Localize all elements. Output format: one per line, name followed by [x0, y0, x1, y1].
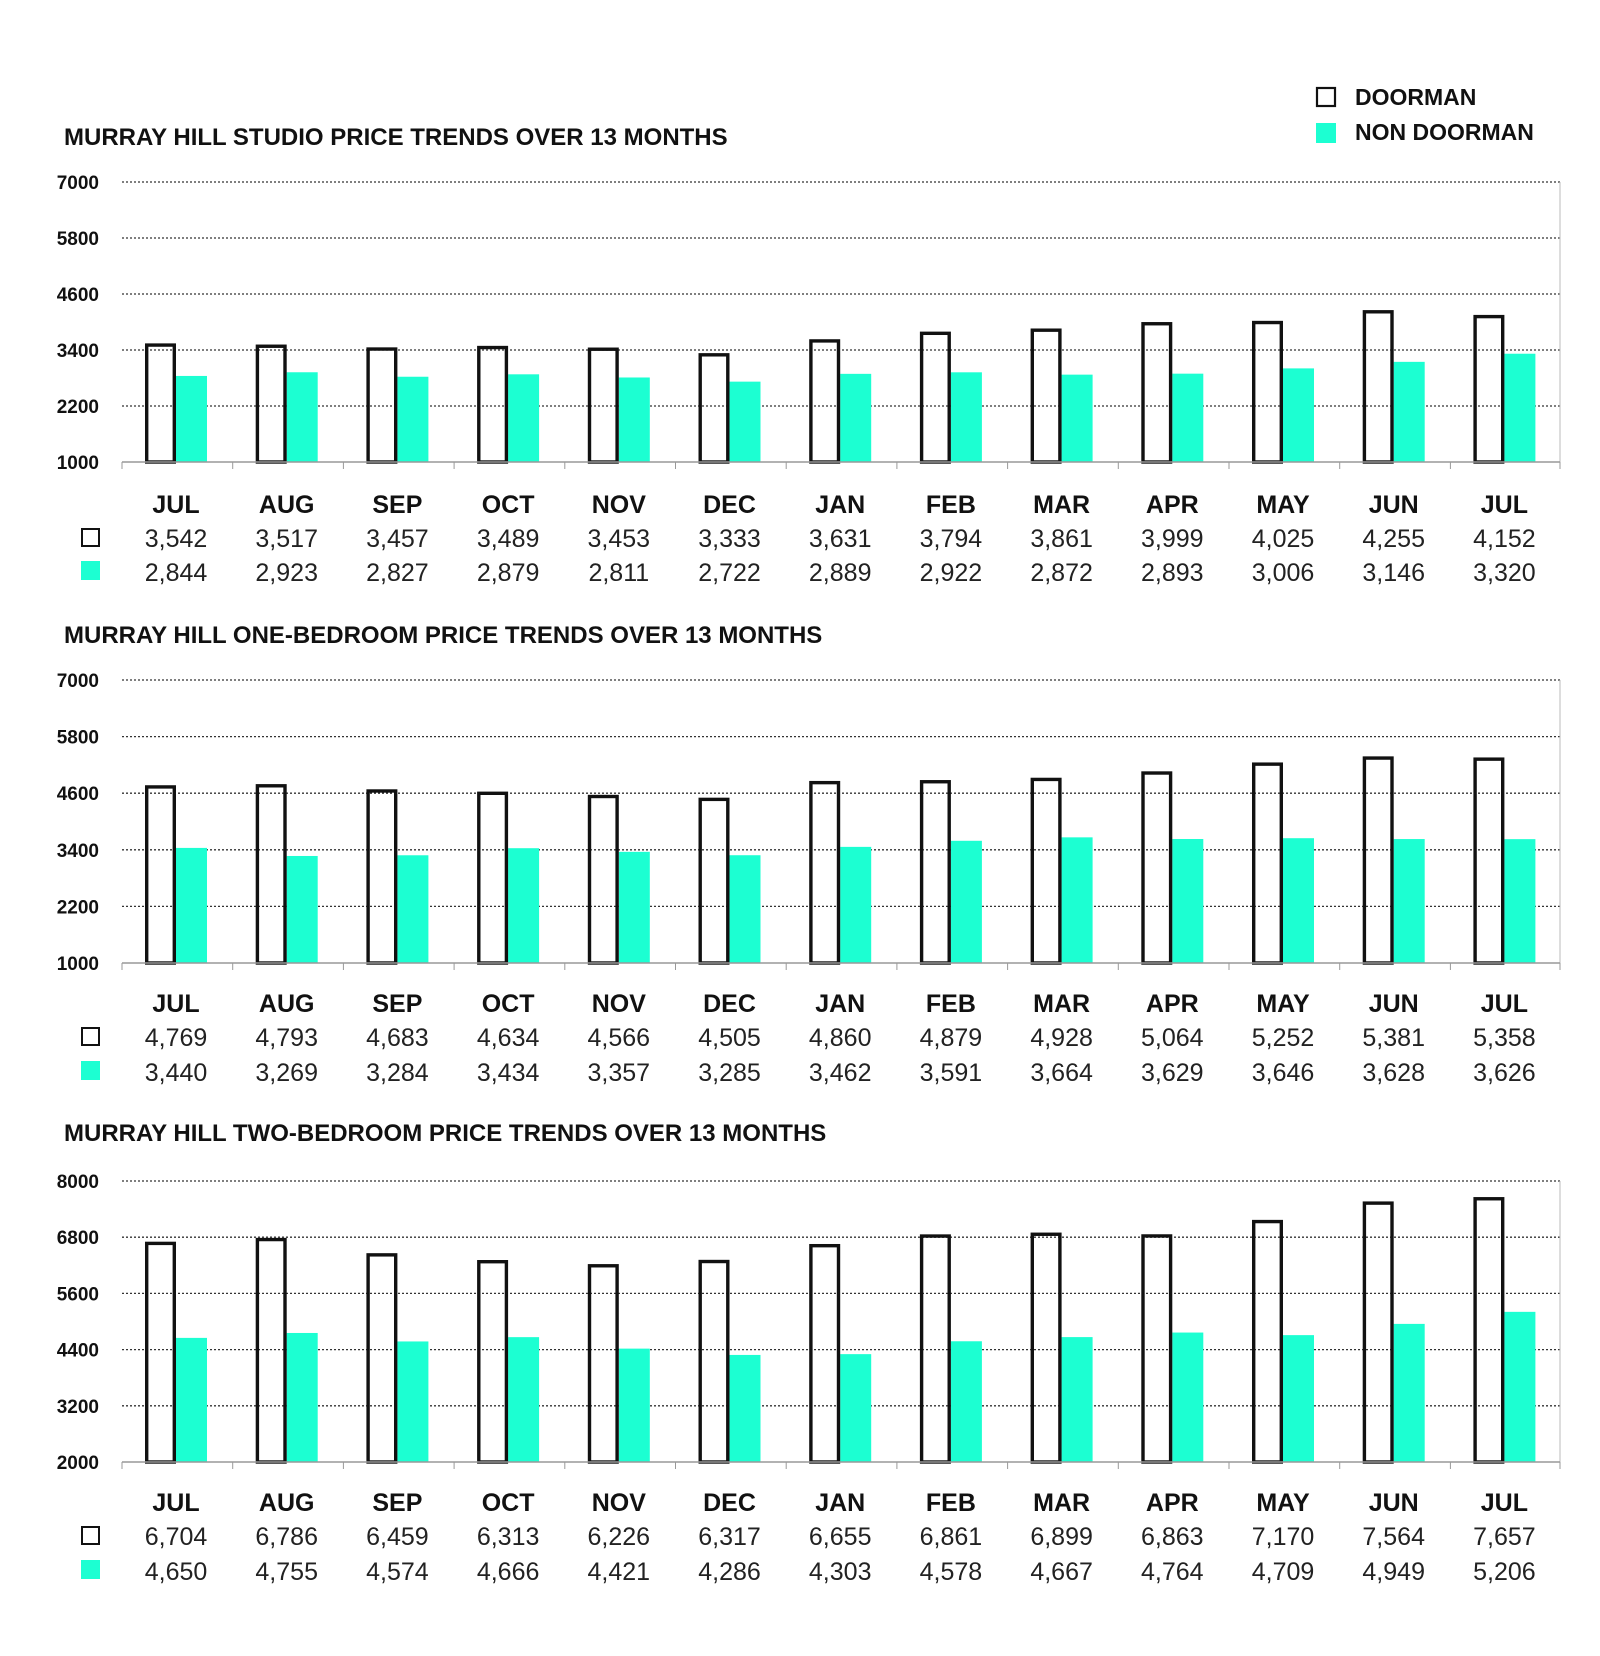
chart-panel — [57, 622, 1560, 1087]
x-category-label: MAY — [1256, 990, 1310, 1018]
bar-non-doorman — [1172, 839, 1203, 963]
x-category-label: NOV — [591, 1489, 646, 1517]
y-tick-label: 7000 — [56, 173, 99, 194]
bar-non-doorman — [397, 1341, 428, 1462]
x-category-label: JUL — [152, 491, 200, 519]
bar-non-doorman — [1394, 362, 1425, 462]
non-doorman-value-label: 3,285 — [698, 1059, 761, 1087]
non-doorman-value-label: 4,755 — [255, 1558, 318, 1586]
doorman-value-label: 3,333 — [698, 525, 761, 553]
non-doorman-value-label: 3,629 — [1141, 1059, 1204, 1087]
bar-doorman — [1254, 323, 1282, 462]
y-tick-label: 3400 — [56, 341, 99, 362]
non-doorman-value-label: 3,146 — [1362, 559, 1425, 587]
bar-doorman — [257, 786, 285, 963]
doorman-value-label: 6,459 — [366, 1523, 429, 1551]
bar-doorman — [922, 333, 950, 462]
bar-non-doorman — [287, 1333, 318, 1462]
non-doorman-value-label: 2,923 — [255, 559, 318, 587]
x-category-label: FEB — [925, 491, 976, 519]
non-doorman-row-marker — [81, 561, 100, 580]
non-doorman-value-label: 3,320 — [1473, 559, 1536, 587]
doorman-value-label: 4,683 — [366, 1024, 429, 1052]
non-doorman-value-label: 2,872 — [1030, 559, 1093, 587]
bar-doorman — [479, 1262, 507, 1462]
non-doorman-value-label: 3,664 — [1030, 1059, 1093, 1087]
bar-doorman — [1475, 759, 1503, 963]
doorman-row-marker — [82, 1028, 99, 1045]
non-doorman-value-label: 4,650 — [144, 1558, 208, 1586]
non-doorman-value-label: 3,434 — [476, 1059, 540, 1087]
doorman-value-label: 6,786 — [255, 1523, 318, 1551]
bar-non-doorman — [397, 377, 428, 462]
x-category-label: JUL — [152, 990, 200, 1018]
bar-non-doorman — [1062, 1337, 1093, 1462]
y-tick-label: 2000 — [56, 1453, 99, 1474]
bar-doorman — [811, 783, 839, 963]
doorman-value-label: 5,252 — [1251, 1024, 1315, 1052]
doorman-value-label: 4,634 — [476, 1024, 540, 1052]
bar-doorman — [1254, 1222, 1282, 1462]
doorman-value-label: 4,566 — [587, 1024, 651, 1052]
non-doorman-value-label: 3,462 — [808, 1059, 872, 1087]
doorman-value-label: 7,170 — [1251, 1523, 1315, 1551]
doorman-value-label: 4,025 — [1251, 525, 1315, 553]
bar-non-doorman — [508, 848, 539, 963]
y-tick-label: 2200 — [56, 897, 99, 919]
x-category-label: SEP — [372, 990, 423, 1018]
y-tick-label: 5800 — [56, 229, 99, 250]
bar-non-doorman — [951, 372, 982, 462]
x-category-label: FEB — [925, 990, 976, 1018]
x-category-label: DEC — [703, 990, 756, 1018]
non-doorman-value-label: 2,844 — [144, 559, 208, 587]
y-tick-label: 7000 — [56, 671, 99, 692]
y-tick-label: 4600 — [56, 285, 99, 306]
bar-non-doorman — [619, 852, 650, 963]
x-category-label: JUL — [1480, 1489, 1529, 1517]
chart-panel — [57, 124, 1560, 587]
x-category-label: NOV — [591, 990, 646, 1018]
non-doorman-value-label: 3,591 — [919, 1059, 983, 1087]
non-doorman-value-label: 3,269 — [255, 1059, 318, 1087]
bar-non-doorman — [1394, 839, 1425, 963]
bar-doorman — [1364, 1203, 1392, 1462]
non-doorman-value-label: 2,811 — [588, 559, 650, 587]
x-category-label: JUN — [1368, 491, 1419, 519]
doorman-value-label: 6,655 — [808, 1523, 872, 1551]
x-category-label: JAN — [815, 491, 866, 519]
legend-doorman-label: DOORMAN — [1355, 84, 1477, 110]
x-category-label: SEP — [372, 491, 423, 519]
bar-doorman — [922, 782, 950, 963]
y-tick-label: 3400 — [56, 840, 99, 862]
bar-non-doorman — [508, 374, 539, 462]
doorman-value-label: 7,657 — [1473, 1523, 1536, 1551]
bar-non-doorman — [1062, 375, 1093, 462]
chart-panel — [57, 1120, 1560, 1586]
bar-doorman — [1143, 773, 1171, 963]
x-category-label: JAN — [815, 1489, 866, 1517]
non-doorman-value-label: 3,646 — [1251, 1059, 1315, 1087]
doorman-value-label: 4,860 — [808, 1024, 872, 1052]
doorman-value-label: 3,517 — [255, 525, 318, 553]
bar-non-doorman — [397, 855, 428, 963]
y-tick-label: 8000 — [56, 1172, 99, 1193]
bar-doorman — [368, 791, 396, 963]
non-doorman-value-label: 2,827 — [366, 559, 429, 587]
doorman-value-label: 3,489 — [476, 525, 540, 553]
doorman-value-label: 4,769 — [144, 1024, 208, 1052]
bar-doorman — [479, 793, 507, 963]
bar-non-doorman — [1504, 839, 1535, 963]
doorman-value-label: 4,255 — [1362, 525, 1425, 553]
bar-non-doorman — [1062, 837, 1093, 963]
x-category-label: MAR — [1033, 990, 1091, 1018]
x-category-label: JUL — [1480, 990, 1529, 1018]
non-doorman-value-label: 3,626 — [1473, 1059, 1536, 1087]
doorman-value-label: 5,381 — [1362, 1024, 1425, 1052]
x-category-label: JUN — [1368, 1489, 1419, 1517]
x-category-label: AUG — [258, 491, 315, 519]
bar-doorman — [1364, 758, 1392, 963]
doorman-value-label: 3,457 — [366, 525, 429, 553]
bar-non-doorman — [176, 1338, 207, 1462]
bar-non-doorman — [1172, 1333, 1203, 1462]
bar-doorman — [147, 345, 175, 462]
doorman-value-label: 6,704 — [144, 1523, 208, 1551]
doorman-row-marker — [82, 1527, 99, 1544]
y-tick-label: 5600 — [56, 1284, 99, 1306]
y-tick-label: 1000 — [56, 954, 99, 975]
bar-non-doorman — [508, 1337, 539, 1462]
doorman-value-label: 6,863 — [1141, 1523, 1204, 1551]
doorman-value-label: 3,794 — [919, 525, 983, 553]
doorman-value-label: 6,899 — [1030, 1523, 1093, 1551]
x-category-label: DEC — [703, 491, 756, 519]
non-doorman-value-label: 3,006 — [1251, 559, 1315, 587]
doorman-value-label: 5,064 — [1141, 1024, 1204, 1052]
doorman-value-label: 5,358 — [1473, 1024, 1536, 1052]
chart-title: MURRAY HILL STUDIO PRICE TRENDS OVER 13 MONTHS — [64, 124, 728, 151]
non-doorman-value-label: 4,667 — [1030, 1558, 1093, 1586]
non-doorman-value-label: 3,628 — [1362, 1059, 1425, 1087]
y-tick-label: 1000 — [56, 453, 99, 474]
doorman-value-label: 7,564 — [1362, 1523, 1425, 1551]
chart-title: MURRAY HILL ONE-BEDROOM PRICE TRENDS OVER 13 MONTHS — [64, 622, 823, 649]
bar-non-doorman — [619, 377, 650, 462]
x-category-label: MAY — [1256, 491, 1310, 519]
non-doorman-value-label: 4,421 — [587, 1558, 651, 1586]
x-category-label: OCT — [481, 1489, 535, 1517]
doorman-value-label: 4,505 — [698, 1024, 761, 1052]
non-doorman-value-label: 5,206 — [1473, 1558, 1536, 1586]
y-tick-label: 4600 — [56, 784, 99, 806]
bar-doorman — [1475, 317, 1503, 462]
legend-non-doorman-label: NON DOORMAN — [1355, 119, 1534, 145]
bar-non-doorman — [176, 376, 207, 462]
bar-doorman — [257, 346, 285, 462]
non-doorman-value-label: 4,286 — [698, 1558, 761, 1586]
x-category-label: MAR — [1033, 1489, 1091, 1517]
chart-title: MURRAY HILL TWO-BEDROOM PRICE TRENDS OVER 13 MONTHS — [64, 1120, 827, 1147]
non-doorman-value-label: 4,574 — [366, 1558, 429, 1586]
bar-doorman — [1364, 312, 1392, 462]
x-category-label: NOV — [591, 491, 646, 519]
bar-doorman — [811, 1246, 839, 1462]
x-category-label: APR — [1145, 491, 1199, 519]
y-tick-label: 2200 — [56, 397, 99, 418]
doorman-row-marker — [82, 529, 99, 546]
doorman-value-label: 6,226 — [587, 1523, 651, 1551]
y-tick-label: 3200 — [56, 1396, 99, 1418]
bar-non-doorman — [619, 1349, 650, 1462]
bar-doorman — [700, 799, 728, 963]
legend-non-doorman-swatch — [1316, 123, 1336, 143]
doorman-value-label: 3,999 — [1141, 525, 1204, 553]
bar-doorman — [368, 1255, 396, 1462]
bar-non-doorman — [1283, 368, 1314, 462]
non-doorman-row-marker — [81, 1061, 100, 1080]
bar-doorman — [479, 348, 507, 462]
doorman-value-label: 6,317 — [698, 1523, 761, 1551]
bar-non-doorman — [1504, 354, 1535, 462]
non-doorman-value-label: 4,949 — [1362, 1558, 1425, 1586]
x-category-label: MAY — [1256, 1489, 1310, 1517]
bar-non-doorman — [730, 382, 761, 462]
non-doorman-value-label: 2,889 — [808, 559, 872, 587]
bar-non-doorman — [730, 855, 761, 963]
doorman-value-label: 3,861 — [1030, 525, 1093, 553]
x-category-label: MAR — [1033, 491, 1091, 519]
y-tick-label: 5800 — [56, 727, 99, 749]
non-doorman-value-label: 2,722 — [698, 559, 761, 587]
bar-doorman — [147, 787, 175, 963]
bar-doorman — [1254, 764, 1282, 963]
doorman-value-label: 4,793 — [255, 1024, 318, 1052]
non-doorman-value-label: 2,893 — [1141, 559, 1204, 587]
bar-doorman — [257, 1240, 285, 1462]
x-category-label: OCT — [481, 990, 535, 1018]
non-doorman-value-label: 2,879 — [476, 559, 540, 587]
x-category-label: JUL — [1480, 491, 1529, 519]
bar-non-doorman — [287, 856, 318, 963]
bar-non-doorman — [1394, 1324, 1425, 1462]
charts-container — [57, 124, 1560, 1586]
bar-doorman — [1475, 1199, 1503, 1462]
bar-doorman — [700, 355, 728, 462]
bar-non-doorman — [1283, 1335, 1314, 1462]
bar-doorman — [147, 1243, 175, 1462]
x-category-label: AUG — [258, 1489, 315, 1517]
bar-non-doorman — [176, 848, 207, 963]
non-doorman-value-label: 4,764 — [1141, 1558, 1204, 1586]
non-doorman-row-marker — [81, 1560, 100, 1579]
non-doorman-value-label: 2,922 — [919, 559, 983, 587]
bar-doorman — [700, 1262, 728, 1462]
bar-doorman — [1143, 324, 1171, 462]
legend — [1316, 84, 1534, 145]
x-category-label: AUG — [258, 990, 315, 1018]
x-category-label: JAN — [815, 990, 866, 1018]
bar-non-doorman — [1283, 838, 1314, 963]
x-category-label: SEP — [372, 1489, 423, 1517]
non-doorman-value-label: 4,709 — [1251, 1558, 1315, 1586]
non-doorman-value-label: 3,440 — [144, 1059, 208, 1087]
bar-non-doorman — [1172, 374, 1203, 462]
y-tick-label: 6800 — [56, 1228, 99, 1250]
doorman-value-label: 3,542 — [144, 525, 208, 553]
x-category-label: APR — [1145, 1489, 1199, 1517]
non-doorman-value-label: 4,303 — [808, 1558, 872, 1586]
doorman-value-label: 4,879 — [919, 1024, 983, 1052]
bar-non-doorman — [1504, 1312, 1535, 1462]
doorman-value-label: 6,861 — [919, 1523, 983, 1551]
doorman-value-label: 6,313 — [476, 1523, 540, 1551]
x-category-label: APR — [1145, 990, 1199, 1018]
x-category-label: DEC — [703, 1489, 756, 1517]
x-category-label: OCT — [481, 491, 535, 519]
x-category-label: FEB — [925, 1489, 976, 1517]
doorman-value-label: 4,928 — [1030, 1024, 1093, 1052]
bar-non-doorman — [840, 1354, 871, 1462]
non-doorman-value-label: 3,357 — [587, 1059, 651, 1087]
bar-non-doorman — [840, 847, 871, 963]
doorman-value-label: 4,152 — [1473, 525, 1536, 553]
bar-non-doorman — [951, 1341, 982, 1462]
bar-doorman — [590, 1266, 618, 1462]
x-category-label: JUL — [152, 1489, 200, 1517]
bar-doorman — [590, 797, 618, 963]
doorman-value-label: 3,453 — [587, 525, 651, 553]
bar-non-doorman — [287, 372, 318, 462]
doorman-value-label: 3,631 — [808, 525, 872, 553]
bar-non-doorman — [730, 1355, 761, 1462]
y-tick-label: 4400 — [56, 1340, 99, 1362]
x-category-label: JUN — [1368, 990, 1419, 1018]
bar-doorman — [1032, 779, 1060, 963]
bar-non-doorman — [951, 841, 982, 963]
legend-doorman-swatch — [1317, 88, 1335, 106]
non-doorman-value-label: 3,284 — [366, 1059, 429, 1087]
non-doorman-value-label: 4,578 — [919, 1558, 983, 1586]
bar-doorman — [1032, 1234, 1060, 1462]
bar-non-doorman — [840, 374, 871, 462]
bar-doorman — [811, 341, 839, 462]
non-doorman-value-label: 4,666 — [476, 1558, 540, 1586]
